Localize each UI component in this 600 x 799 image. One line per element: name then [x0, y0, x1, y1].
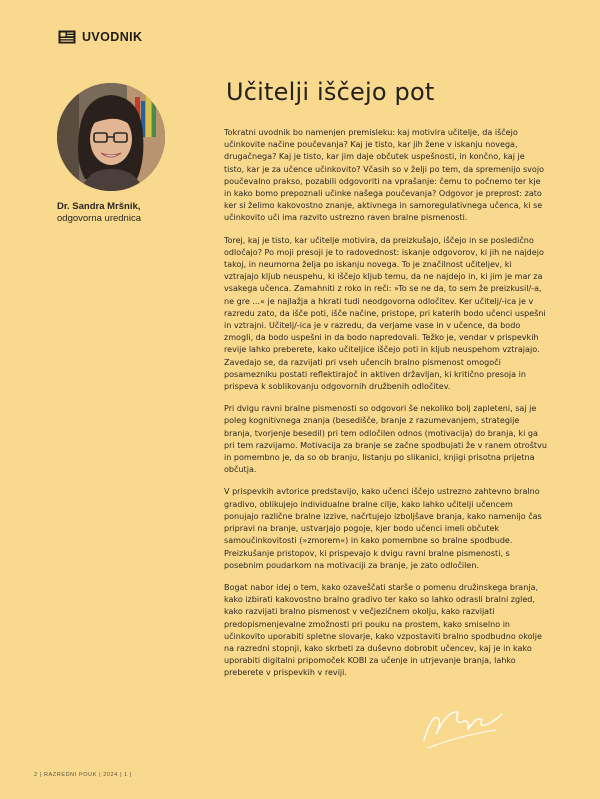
paragraph: Bogat nabor idej o tem, kako ozaveščati starše o pomenu družinskega branja, kako izbirati kakovostno bralno gradivo ter kako so lahko odrasli bralni zgled, kako razvijati bralno pismenost v večjezičnem okolju, kako razvijati predopismenjevalne zmožnosti pri pouku na prostem, kako smiselno in učinkovito uporabiti spletne slovarje, kako vzpostaviti bralno spodbudno okolje na razredni stopnji, kako skrbeti za duševno dobrobit učencev, kaj je in kako uporabiti digitalni pripomoček KOBI za učenje in utrjevanje branja, lahko preberete v prispevkih v reviji.	[224, 582, 542, 678]
paragraph: Tokratni uvodnik bo namenjen premisleku: kaj motivira učitelje, da iščejo učinkovite načine poučevanja? Kaj je tisto, kar jih žene v iskanju novega, drugačnega? Kaj je tisto, kar jim daje občutek uspešnosti, in končno, kaj je tisto, kar je za učence učinkovito? Včasih so v želji po tem, da spremenijo svojo poučevalno prakso, pozabili odgovoriti na vprašanje: čemu to počnemo ter kje in kako bomo prepoznali učinke našega poučevanja? Odgovor je preprost: zato ker si želimo kakovostno znanje, aktivnega in samoregulativnega učenca, ki se učinkovito uči ima razvito ustrezno raven bralne pismenosti.	[224, 128, 545, 223]
section-label: UVODNIK	[82, 30, 143, 44]
handwritten-signature	[418, 700, 508, 752]
newspaper-icon	[58, 30, 76, 44]
author-role: odgovorna urednica	[57, 213, 141, 224]
author-caption	[57, 201, 187, 225]
article-body	[224, 127, 547, 690]
section-header	[58, 30, 142, 44]
author-name: Dr. Sandra Mršnik,	[57, 201, 141, 212]
article-title: Učitelji iščejo pot	[226, 78, 435, 106]
author-portrait	[57, 83, 165, 191]
page-footer: 2 | RAZREDNI POUK | 2024 | 1 |	[34, 772, 132, 778]
paragraph: Pri dvigu ravni bralne pismenosti so odgovori še nekoliko bolj zapleteni, saj je poleg kognitivnega znanja (besedišče, branje z razumevanjem, strategije branja, tvorjenje besedil) pri tem odločilen odnos (motivacija) do branja, ki ga pri tem razvijamo. Motivacija za branje se začne spodbujati že v ranem otroštvu in pomembno je, da so ob branju, listanju po slikanici, knjigi prisotna prijetna občutja.	[224, 404, 547, 475]
paragraph: Torej, kaj je tisto, kar učitelje motivira, da preizkušajo, iščejo in se posledično odločajo? Po moji presoji je to radovednost: iskanje odgovorov, ki jih ne najdejo takoj, in neumorna želja po iskanju novega. To je značilnost učiteljev, ki vztrajajo kljub neuspehu, ki iščejo kljub temu, da ne najdejo in, ki jim je mar za vsakega učenca. Zamahniti z roko in reči: »To se ne da, to sem že preizkusil/-a, ne gre ...« je najlažja a hkrati tudi neodgovorna odločitev. Ker učitelj/-ica je v razredu zato, da išče poti, išče načine, pristope, pri katerih bodo učenci uspešni in vztrajni. Učitelj/-ica je v razredu, da verjame vase in v učence, da bodo zmogli, da bodo uspešni in da bodo napredovali. Težko je, vendar v prispevkih revije lahko preberete, kako učiteljice iščejo poti in kljub neuspehom vztrajajo. Zavedajo se, da razvijati pri vseh učencih bralno pismenost omogoči posamezniku postati reflektirajoč in aktiven državljan, ki kritično presoja in prispeva k soblikovanju odgovornih družbenih odločitev.	[224, 235, 546, 392]
paragraph: V prispevkih avtorice predstavijo, kako učenci iščejo ustrezno zahtevno bralno gradivo, oblikujejo individualne bralne cilje, kako lahko učitelji učencem ponujajo različne bralne izzive, načrtujejo izboljšave branja, kako namenijo čas pripravi na branje, ustvarjajo pogoje, kjer bodo učenci imeli občutek samoučinkovitosti (»zmorem«) in kako pomembne so bralne spodbude. Preizkušanje pristopov, ki prispevajo k dvigu ravni bralne pismenosti, s posebnim poudarkom na motivaciji za branje, je zato odločilen.	[224, 487, 542, 570]
